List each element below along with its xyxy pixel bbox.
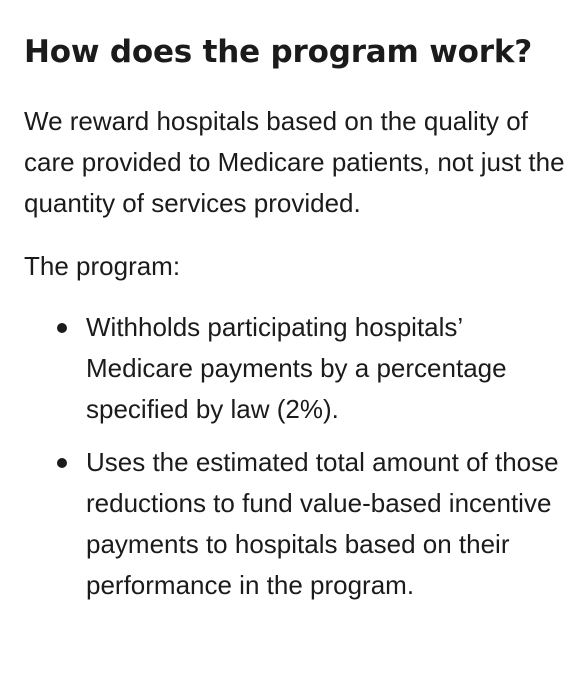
program-lead-text: The program: [24, 251, 181, 281]
article-content [24, 30, 580, 606]
program-bullet-list [24, 307, 580, 606]
section-heading: How does the program work? [24, 34, 533, 70]
bullet-dot-icon [57, 323, 67, 333]
intro-paragraph: We reward hospitals based on the quality of care provided to Medicare patients, not just the quantity of services provided. [24, 106, 565, 218]
bullet-dot-icon [57, 458, 67, 468]
list-item [24, 442, 566, 606]
list-item-text: Withholds participating hospitals’ Medicare payments by a percentage specified by law (2%). [86, 312, 507, 424]
list-item [24, 307, 566, 430]
list-item-text: Uses the estimated total amount of those reductions to fund value-based incentive payments to hospitals based on their performance in the program. [86, 447, 559, 600]
